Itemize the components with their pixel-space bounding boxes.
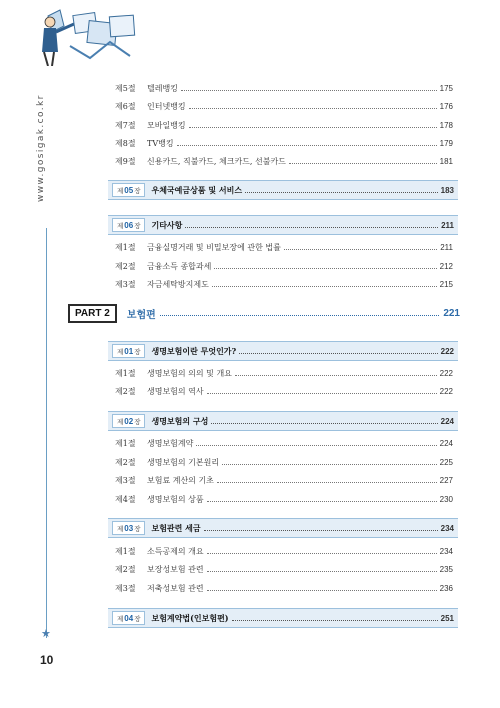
dot-leader (196, 445, 436, 446)
dot-leader (245, 192, 438, 193)
toc-entry[interactable]: 제6절 인터넷뱅킹 176 (115, 101, 453, 111)
dot-leader (222, 464, 437, 465)
chapter-heading[interactable]: 제 03 장 보험관련 세금 234 (108, 518, 458, 538)
part-badge: PART 2 (68, 304, 117, 323)
dot-leader (211, 423, 437, 424)
toc-entry[interactable]: 제9절 신용카드, 직불카드, 체크카드, 선불카드 181 (115, 156, 453, 166)
toc-entry[interactable]: 제5절 텔레뱅킹 175 (115, 83, 453, 93)
chapter-heading[interactable]: 제 01 장 생명보험이란 무엇인가? 222 (108, 341, 458, 361)
toc-entry[interactable]: 제3절 보험료 계산의 기초 227 (115, 475, 453, 485)
dot-leader (284, 249, 437, 250)
chapter-heading[interactable]: 제 02 장 생명보험의 구성 224 (108, 411, 458, 431)
toc-entry[interactable]: 제2절 보장성보험 관련 235 (115, 564, 453, 574)
toc-entry[interactable]: 제1절 생명보험의 의의 및 개요 222 (115, 368, 453, 378)
dot-leader (185, 227, 438, 228)
toc-entry[interactable]: 제7절 모바일뱅킹 178 (115, 120, 453, 130)
dot-leader (212, 286, 437, 287)
dot-leader (177, 145, 437, 146)
website-url: www.gosigak.co.kr (36, 68, 56, 228)
chapter-badge: 제 05 장 (112, 183, 145, 197)
businessman-logo-icon (30, 6, 150, 66)
toc-entry[interactable]: 제4절 생명보험의 상품 230 (115, 494, 453, 504)
dot-leader (207, 393, 437, 394)
toc-entry[interactable]: 제2절 생명보험의 역사 222 (115, 386, 453, 396)
dot-leader (207, 571, 437, 572)
dot-leader (239, 353, 437, 354)
dot-leader (207, 553, 437, 554)
star-icon: ★ (41, 627, 51, 640)
dot-leader (181, 90, 437, 91)
chapter-badge: 제 02 장 (112, 414, 145, 428)
dot-leader (207, 501, 437, 502)
chapter-heading[interactable]: 제 05 장 우체국예금상품 및 서비스 183 (108, 180, 458, 200)
chapter-badge: 제 06 장 (112, 218, 145, 232)
dot-leader (232, 620, 438, 621)
toc-entry[interactable]: 제8절 TV뱅킹 179 (115, 138, 453, 148)
dot-leader (189, 127, 437, 128)
chapter-heading[interactable]: 제 04 장 보험계약법(인보험편) 251 (108, 608, 458, 628)
toc-entry[interactable]: 제1절 생명보험계약 224 (115, 438, 453, 448)
dot-leader (217, 482, 437, 483)
dot-leader (289, 163, 437, 164)
chapter-heading[interactable]: 제 06 장 기타사항 211 (108, 215, 458, 235)
chapter-badge: 제 04 장 (112, 611, 145, 625)
dot-leader (204, 530, 438, 531)
dot-leader (235, 375, 437, 376)
dot-leader (214, 268, 436, 269)
chapter-badge: 제 03 장 (112, 521, 145, 535)
toc-entry[interactable]: 제2절 생명보험의 기본원리 225 (115, 457, 453, 467)
toc-entry[interactable]: 제2절 금융소득 종합과세 212 (115, 261, 453, 271)
dot-leader (207, 590, 437, 591)
toc-entry[interactable]: 제1절 소득공제의 개요 234 (115, 546, 453, 556)
chapter-badge: 제 01 장 (112, 344, 145, 358)
dot-leader (189, 108, 437, 109)
toc-entry[interactable]: 제1절 금융실명거래 및 비밀보장에 관한 법률 211 (115, 242, 453, 252)
part-heading[interactable]: PART 2 보험편 221 (68, 303, 460, 323)
toc-entry[interactable]: 제3절 저축성보험 관련 236 (115, 583, 453, 593)
page-number: 10 (40, 653, 54, 667)
dot-leader (160, 315, 440, 316)
toc-entry[interactable]: 제3절 자금세탁방지제도 215 (115, 279, 453, 289)
